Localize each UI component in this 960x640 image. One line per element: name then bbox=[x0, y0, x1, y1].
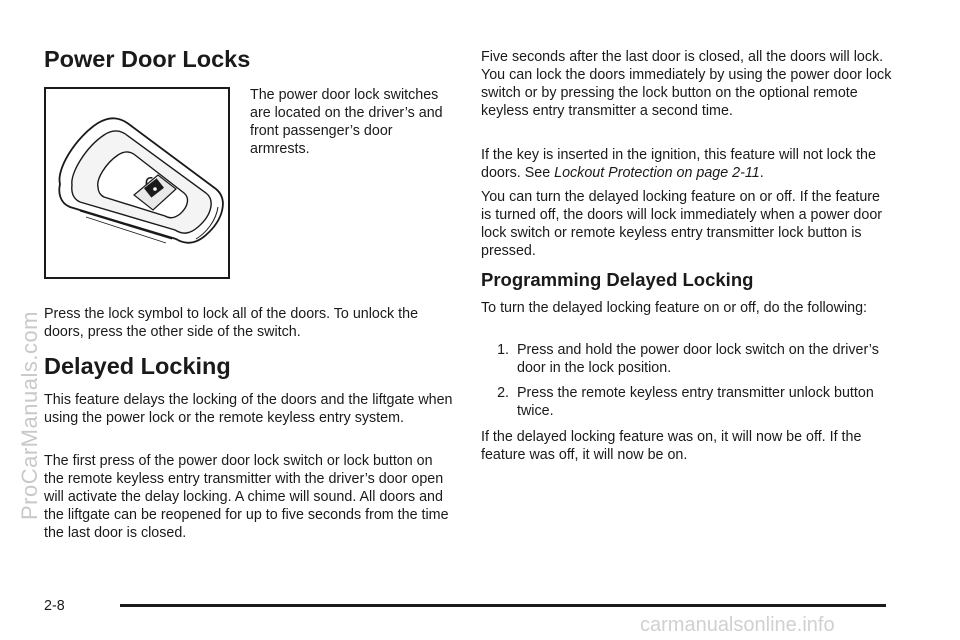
page-number: 2-8 bbox=[44, 598, 65, 614]
key-inserted-text: If the key is inserted in the ignition, this feature will not lock the doors. See bbox=[481, 147, 876, 181]
watermark-procarmanuals: ProCarManuals.com bbox=[17, 310, 42, 520]
press-lock-paragraph: Press the lock symbol to lock all of the doors. To unlock the doors, press the other side of the switch. bbox=[44, 306, 419, 340]
step-text: Press the remote keyless entry transmitter unlock button twice. bbox=[517, 385, 874, 419]
five-seconds-paragraph: Five seconds after the last door is closed, all the doors will lock. You can lock the doors immediately by using the power door lock switch or by pressing the lock button on the optional remote keyless entry transmitter a second time. bbox=[481, 49, 892, 119]
door-lock-switch-figure bbox=[44, 87, 230, 279]
power-door-lock-switch-illustration-icon bbox=[46, 89, 228, 277]
step-number: 1. bbox=[497, 342, 509, 358]
step-text: Press and hold the power door lock switch on the driver’s door in the lock position. bbox=[517, 342, 879, 376]
lockout-protection-reference-link[interactable]: Lockout Protection on page 2-11 bbox=[554, 165, 760, 181]
feature-paragraph: This feature delays the locking of the doors and the liftgate when using the power lock or the remote keyless entry system. bbox=[44, 392, 453, 426]
footer-rule bbox=[120, 604, 886, 607]
subheading-programming-delayed-locking: Programming Delayed Locking bbox=[481, 269, 754, 290]
watermark-carmanualsonline: carmanualsonline.info bbox=[640, 614, 835, 636]
key-inserted-end: . bbox=[759, 165, 764, 181]
step-number: 2. bbox=[497, 385, 509, 401]
step-item bbox=[481, 384, 893, 420]
intro-paragraph: The power door lock switches are located on the driver’s and front passenger’s door armrests. bbox=[250, 87, 443, 157]
section-heading-power-door-locks: Power Door Locks bbox=[44, 46, 251, 72]
result-paragraph: If the delayed locking feature was on, it will now be off. If the feature was off, it will now be on. bbox=[481, 429, 862, 463]
step-item bbox=[481, 341, 893, 377]
section-heading-delayed-locking: Delayed Locking bbox=[44, 353, 231, 379]
key-inserted-paragraph bbox=[481, 146, 893, 182]
first-press-paragraph: The first press of the power door lock switch or lock button on the remote keyless entry transmitter with the driver’s door open will activate the delay locking. A chime will sound. All doors and the liftgate can be reopened for up to five seconds from the time the last door is closed. bbox=[44, 453, 449, 541]
to-turn-paragraph: To turn the delayed locking feature on or off, do the following: bbox=[481, 300, 868, 316]
turn-on-off-paragraph: You can turn the delayed locking feature on or off. If the feature is turned off, the doors will lock immediately when a power door lock switch or remote keyless entry transmitter lock button is pressed. bbox=[481, 189, 883, 259]
